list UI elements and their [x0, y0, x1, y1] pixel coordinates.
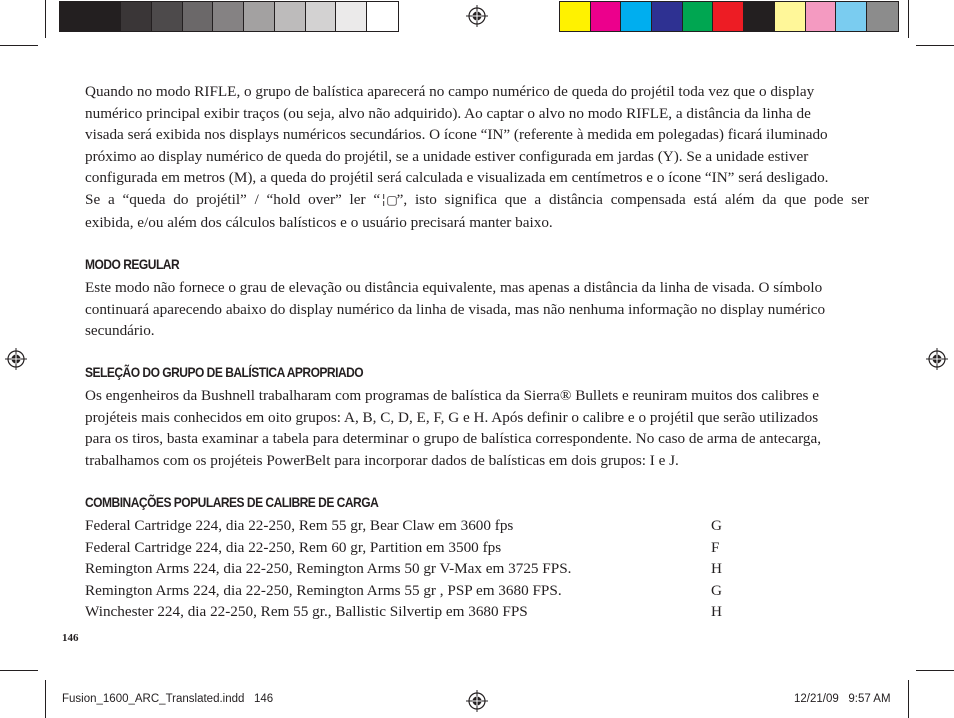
process-color-bar — [559, 1, 899, 32]
color-swatch — [775, 2, 806, 31]
color-swatch — [91, 2, 122, 31]
line-text: ”, isto significa que a distância compensada está além da que pode ser — [396, 190, 869, 208]
color-swatch — [183, 2, 214, 31]
paragraph-line: continuará aparecendo abaixo do display numérico da linha de visada, mas não nenhuma informação no display numérico — [85, 300, 826, 318]
color-swatch — [867, 2, 898, 31]
color-swatch — [744, 2, 775, 31]
table-row — [85, 537, 725, 559]
crop-mark-bottom-right-v — [908, 680, 909, 718]
paragraph-line: projéteis mais conhecidos em oito grupos: A, B, C, D, E, F, G e H. Após definir o calibre e o projétil que serão utilizados — [85, 408, 819, 426]
load-description: Federal Cartridge 224, dia 22-250, Rem 55 gr, Bear Claw em 3600 fps — [85, 517, 514, 534]
crop-mark-top-right-h — [916, 45, 954, 46]
color-swatch — [121, 2, 152, 31]
slug-timestamp: 12/21/09 9:57 AM — [794, 693, 891, 705]
color-swatch — [683, 2, 714, 31]
registration-mark-bottom-icon — [466, 690, 488, 712]
paragraph-line: para os tiros, basta examinar a tabela para determinar o grupo de balística correspondente. No caso de arma de antecarga, — [85, 430, 821, 448]
crop-mark-top-right-v — [908, 0, 909, 38]
table-row — [85, 558, 725, 580]
color-swatch — [336, 2, 367, 31]
color-swatch — [652, 2, 683, 31]
paragraph-line: próximo ao display numérico de queda do projétil, se a unidade estiver configurada em jardas (Y). Se a unidade estiver — [85, 147, 809, 165]
registration-mark-left-icon — [5, 348, 27, 370]
regular-mode-paragraph — [85, 277, 869, 342]
crop-mark-bottom-right-h — [916, 670, 954, 671]
color-swatch — [60, 2, 91, 31]
color-swatch — [591, 2, 622, 31]
crop-mark-bottom-left-h — [0, 670, 38, 671]
ballistic-group: F — [711, 538, 720, 556]
paragraph-line: numérico principal exibir traços (ou seja, alvo não adquirido). Ao captar o alvo no modo RIFLE, a distância da linha de — [85, 104, 811, 122]
grayscale-color-bar — [59, 1, 399, 32]
load-description: Federal Cartridge 224, dia 22-250, Rem 60 gr, Partition em 3500 fps — [85, 538, 502, 556]
slug-file-name: Fusion_1600_ARC_Translated.indd 146 — [62, 693, 274, 705]
paragraph-line: exibida, e/ou além dos cálculos balísticos e o usuário precisará manter baixo. — [85, 213, 553, 231]
paragraph-line: secundário. — [85, 322, 155, 340]
crop-mark-bottom-left-v — [45, 680, 46, 718]
load-description: Remington Arms 224, dia 22-250, Remington Arms 50 gr V-Max em 3725 FPS. — [85, 560, 572, 578]
out-of-range-symbol-icon: ╎▢ — [380, 192, 397, 207]
paragraph-line: Os engenheiros da Bushnell trabalharam com programas de balística da Sierra® Bullets e reuniram muitos dos calibres e — [85, 387, 819, 404]
color-swatch — [244, 2, 275, 31]
color-swatch — [713, 2, 744, 31]
load-description: Remington Arms 224, dia 22-250, Remington Arms 55 gr , PSP em 3680 FPS. — [85, 581, 562, 599]
load-combinations-table — [85, 515, 725, 623]
color-swatch — [806, 2, 837, 31]
color-swatch — [213, 2, 244, 31]
color-swatch — [621, 2, 652, 31]
page-number: 146 — [62, 632, 79, 644]
color-swatch — [836, 2, 867, 31]
paragraph-line: configurada em metros (M), a queda do projétil será calculada e visualizada em centímetros e o ícone “IN” será desligado. — [85, 169, 829, 187]
color-swatch — [306, 2, 337, 31]
registration-mark-top-icon — [466, 5, 488, 27]
section-heading-ballistic-selection: SELEÇÃO DO GRUPO DE BALÍSTICA APROPRIADO — [85, 364, 364, 380]
line-text: Se a “queda do projétil” / “hold over” ler “ — [85, 190, 381, 208]
ballistic-group: G — [711, 517, 722, 534]
registration-mark-right-icon — [926, 348, 948, 370]
ballistic-group: H — [711, 560, 722, 578]
paragraph-line: Este modo não fornece o grau de elevação ou distância equivalente, mas apenas a distância da linha de visada. O símbolo — [85, 279, 823, 296]
ballistic-selection-paragraph — [85, 385, 869, 471]
paragraph-line — [85, 189, 869, 212]
table-row — [85, 601, 725, 623]
section-heading-popular-combinations: COMBINAÇÕES POPULARES DE CALIBRE DE CARGA — [85, 494, 379, 510]
rifle-mode-paragraph — [85, 81, 869, 233]
color-swatch — [275, 2, 306, 31]
load-description: Winchester 224, dia 22-250, Rem 55 gr., Ballistic Silvertip em 3680 FPS — [85, 603, 528, 621]
paragraph-line: visada será exibida nos displays numéricos secundários. O ícone “IN” (referente à medida em polegadas) ficará iluminado — [85, 126, 828, 144]
table-row — [85, 580, 725, 602]
ballistic-group: H — [711, 603, 722, 621]
paragraph-line: trabalhamos com os projéteis PowerBelt para incorporar dados de balísticas em dois grupos: I e J. — [85, 451, 679, 469]
section-heading-regular-mode: MODO REGULAR — [85, 256, 180, 272]
color-swatch — [560, 2, 591, 31]
paragraph-line: Quando no modo RIFLE, o grupo de balística aparecerá no campo numérico de queda do projétil toda vez que o display — [85, 83, 815, 100]
color-swatch — [367, 2, 398, 31]
color-swatch — [152, 2, 183, 31]
table-row — [85, 515, 725, 537]
ballistic-group: G — [711, 581, 722, 599]
crop-mark-top-left-v — [45, 0, 46, 38]
crop-mark-top-left-h — [0, 45, 38, 46]
